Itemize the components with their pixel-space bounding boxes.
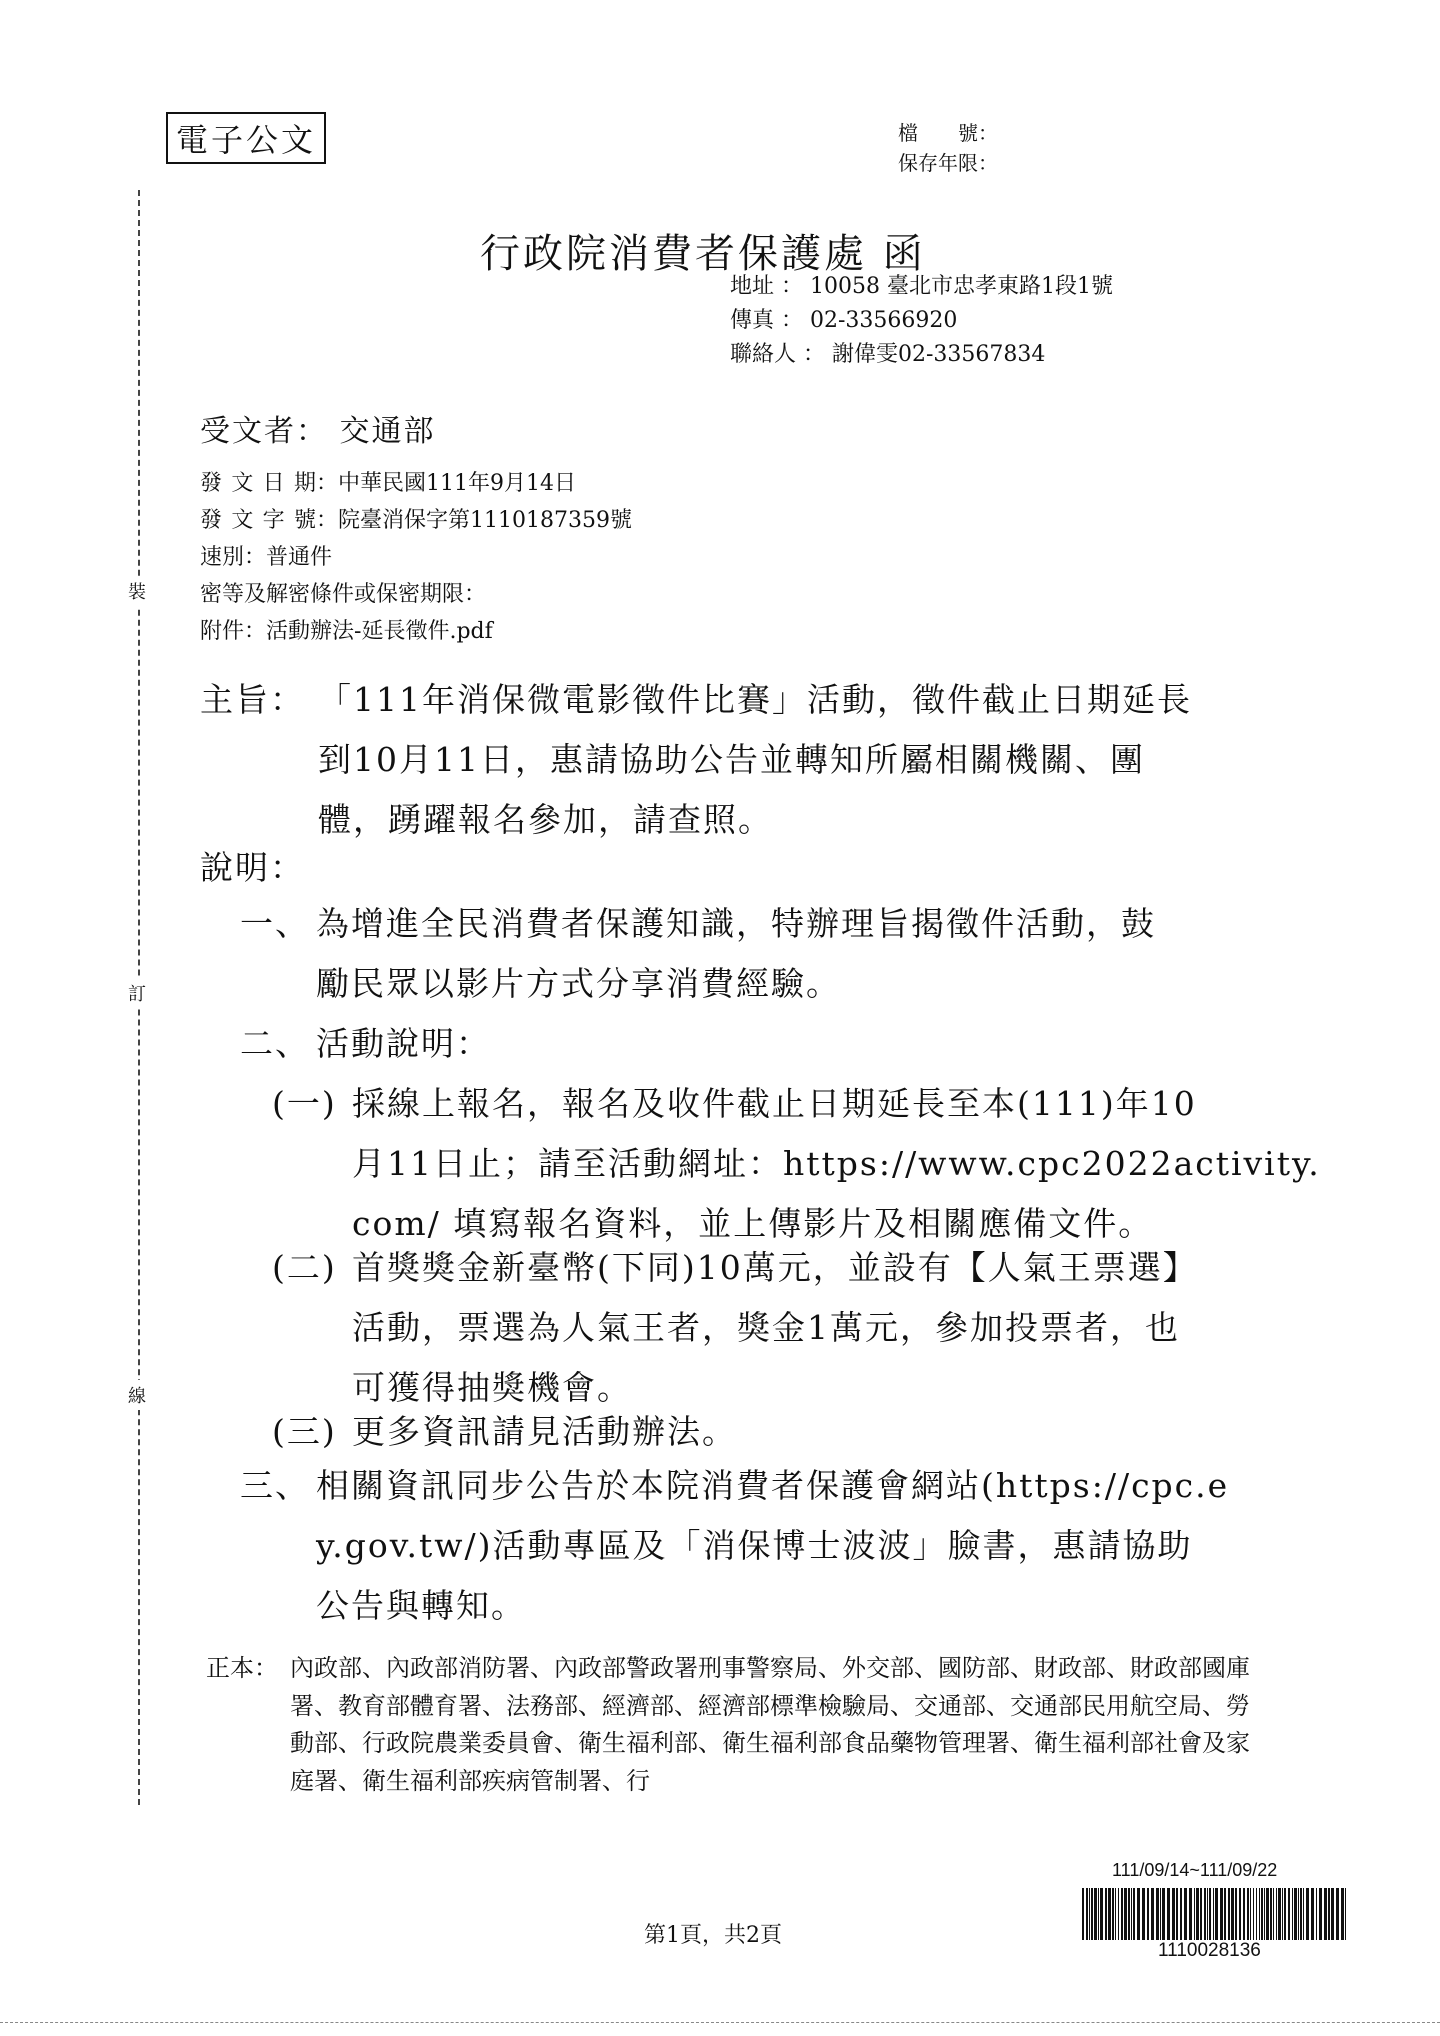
barcode-bar — [1151, 1888, 1154, 1940]
barcode-bar — [1324, 1888, 1327, 1940]
meta-label: 速別 — [200, 545, 245, 570]
barcode-bar — [1172, 1888, 1175, 1940]
date-range-label: 111/09/14~111/09/22 — [1112, 1860, 1278, 1880]
barcode-bar — [1336, 1888, 1339, 1940]
activity-sub-item-1 — [272, 1074, 1321, 1254]
subject-line: 到10月11日，惠請協助公告並轉知所屬相關機關、團 — [318, 740, 1145, 779]
barcode-bar — [1276, 1888, 1277, 1940]
sub-item-line: 活動，票選為人氣王者，獎金1萬元，參加投票者，也 — [352, 1308, 1180, 1347]
barcode-bar — [1142, 1888, 1145, 1940]
barcode-bar — [1162, 1888, 1165, 1940]
sub-item-line: 首獎獎金新臺幣(下同)10萬元，並設有【人氣王票選】 — [352, 1248, 1198, 1287]
barcode-bar — [1112, 1888, 1114, 1940]
barcode-bar — [1115, 1888, 1116, 1940]
activity-sub-item-3 — [272, 1402, 1262, 1462]
barcode-bar — [1270, 1888, 1272, 1940]
file-number-label: 檔 號： — [898, 121, 998, 145]
barcode-bar — [1253, 1888, 1254, 1940]
recipients-label: 正本： — [206, 1654, 278, 1682]
barcode-bar — [1118, 1888, 1119, 1940]
barcode-bar — [1256, 1888, 1257, 1940]
barcode-bar — [1160, 1888, 1161, 1940]
barcode-bar — [1220, 1888, 1223, 1940]
sub-item-line: 採線上報名，報名及收件截止日期延長至本(111)年10 — [352, 1084, 1197, 1123]
recipients-list — [206, 1650, 1252, 1800]
barcode-bar — [1213, 1888, 1214, 1940]
barcode-bar — [1328, 1888, 1330, 1940]
barcode-bar — [1303, 1888, 1304, 1940]
sender-contact-block — [730, 270, 1113, 372]
subject-line: 「111年消保微電影徵件比賽」活動，徵件截止日期延長 — [318, 680, 1192, 719]
meta-value: ：院臺消保字第1110187359號 — [316, 508, 632, 533]
meta-label: 發文字號 — [200, 508, 316, 533]
sub-item-number: (一) — [272, 1084, 337, 1123]
item-line: 公告與轉知。 — [316, 1586, 526, 1625]
item-line: 勵民眾以影片方式分享消費經驗。 — [316, 964, 841, 1003]
barcode-bar — [1137, 1888, 1140, 1940]
explanation-label: 說明： — [200, 848, 305, 887]
barcode-bar — [1345, 1888, 1346, 1940]
meta-row-speed — [200, 539, 632, 576]
retention-period-label: 保存年限： — [898, 151, 998, 175]
barcode-bar — [1133, 1888, 1135, 1940]
page-bottom-divider — [0, 2022, 1440, 2023]
barcode-bar — [1100, 1888, 1103, 1940]
barcode-bar — [1196, 1888, 1199, 1940]
barcode-bar — [1176, 1888, 1178, 1940]
subject-label: 主旨： — [200, 680, 305, 719]
meta-value: ： — [464, 582, 487, 607]
issue-meta-block — [200, 465, 632, 650]
item-number: 一、 — [240, 904, 310, 943]
barcode-bar — [1105, 1888, 1107, 1940]
meta-label: 附件 — [200, 619, 245, 644]
file-info — [898, 118, 998, 178]
barcode-bar — [1311, 1888, 1314, 1940]
meta-label: 發文日期 — [200, 471, 316, 496]
recipients-text: 內政部、內政部消防署、內政部警政署刑事警察局、外交部、國防部、財政部、財政部國庫署、教育部體育署、法務部、經濟部、經濟部標準檢驗局、交通部、交通部民用航空局、勞動部、行政院農業委員會、衛生福利部、衛生福利部食品藥物管理署、衛生福利部社會及家庭署、衛生福利部疾病管制署、行 — [290, 1654, 1250, 1795]
sub-item-line: 月11日止；請至活動網址：https://www.cpc2022activity. — [352, 1144, 1321, 1183]
barcode-bar — [1292, 1888, 1293, 1940]
page-number: 第1頁，共2頁 — [644, 1923, 782, 1948]
barcode-bar — [1194, 1888, 1195, 1940]
barcode-bar — [1200, 1888, 1202, 1940]
barcode-bar — [1086, 1888, 1088, 1940]
activity-sub-item-2 — [272, 1238, 1262, 1418]
barcode-bar — [1228, 1888, 1230, 1940]
barcode-bar — [1184, 1888, 1187, 1940]
barcode-bar — [1331, 1888, 1334, 1940]
barcode-bar — [1204, 1888, 1206, 1940]
barcode-icon — [1082, 1888, 1348, 1940]
barcode-bar — [1239, 1888, 1241, 1940]
barcode-bar — [1273, 1888, 1274, 1940]
meta-value: ：普通件 — [244, 545, 333, 570]
meta-row-issue-date — [200, 465, 632, 502]
barcode-bar — [1316, 1888, 1317, 1940]
explanation-item-2 — [240, 1014, 1260, 1074]
barcode-bar — [1282, 1888, 1283, 1940]
barcode-bar — [1215, 1888, 1218, 1940]
barcode-bar — [1294, 1888, 1297, 1940]
binding-mark-xian: 線 — [128, 1380, 146, 1410]
barcode-bar — [1098, 1888, 1099, 1940]
receiver: 受文者： 交通部 — [200, 414, 436, 449]
item-title: 活動說明： — [316, 1024, 491, 1063]
barcode-bar — [1108, 1888, 1111, 1940]
barcode-bar — [1298, 1888, 1299, 1940]
barcode-bar — [1189, 1888, 1192, 1940]
electronic-document-stamp: 電子公文 — [166, 112, 326, 164]
barcode-bar — [1284, 1888, 1286, 1940]
barcode-bar — [1288, 1888, 1290, 1940]
meta-value: ：中華民國111年9月14日 — [316, 471, 576, 496]
barcode-bar — [1167, 1888, 1170, 1940]
sub-item-line: 可獲得抽獎機會。 — [352, 1368, 632, 1407]
explanation-item-3 — [240, 1456, 1260, 1636]
barcode-bar — [1266, 1888, 1269, 1940]
barcode-bar — [1180, 1888, 1182, 1940]
item-line: y.gov.tw/)活動專區及「消保博士波波」臉書，惠請協助 — [316, 1526, 1193, 1565]
barcode-bar — [1235, 1888, 1237, 1940]
barcode-bar — [1231, 1888, 1234, 1940]
subject-section — [200, 670, 1260, 850]
document-title: 行政院消費者保護處 函 — [480, 231, 926, 277]
sub-item-line: com/ 填寫報名資料，並上傳影片及相關應備文件。 — [352, 1204, 1154, 1243]
barcode-bar — [1147, 1888, 1149, 1940]
barcode-bar — [1250, 1888, 1251, 1940]
sub-item-line: 更多資訊請見活動辦法。 — [352, 1412, 737, 1451]
barcode-bar — [1121, 1888, 1123, 1940]
subject-line: 體，踴躍報名參加，請查照。 — [318, 800, 773, 839]
barcode-bar — [1278, 1888, 1281, 1940]
meta-label: 密等及解密條件或保密期限 — [200, 582, 465, 607]
barcode-bar — [1306, 1888, 1309, 1940]
sender-address: 地址 ： 10058 臺北市忠孝東路1段1號 — [730, 274, 1113, 299]
barcode-bar — [1300, 1888, 1302, 1940]
item-number: 三、 — [240, 1466, 310, 1505]
explanation-item-1 — [240, 894, 1260, 1014]
barcode-bar — [1224, 1888, 1226, 1940]
sender-contact-person: 聯絡人 ： 謝偉雯02-33567834 — [730, 342, 1046, 367]
sub-item-number: (二) — [272, 1248, 337, 1287]
barcode-bar — [1089, 1888, 1090, 1940]
binding-mark-ding: 訂 — [128, 978, 146, 1008]
meta-row-confidentiality — [200, 576, 632, 613]
barcode-bar — [1341, 1888, 1344, 1940]
item-line: 為增進全民消費者保護知識，特辦理旨揭徵件活動，鼓 — [316, 904, 1156, 943]
sub-item-number: (三) — [272, 1412, 337, 1451]
barcode-bar — [1091, 1888, 1093, 1940]
barcode-bar — [1259, 1888, 1260, 1940]
meta-row-attachment — [200, 613, 632, 650]
item-number: 二、 — [240, 1024, 310, 1063]
barcode-bar — [1264, 1888, 1265, 1940]
barcode-bar — [1243, 1888, 1245, 1940]
barcode-bar — [1094, 1888, 1097, 1940]
barcode-bar — [1156, 1888, 1159, 1940]
binding-mark-zhuang: 裝 — [128, 576, 146, 606]
barcode-bar — [1082, 1888, 1084, 1940]
barcode-bar — [1247, 1888, 1249, 1940]
meta-row-doc-number — [200, 502, 632, 539]
barcode-bar — [1131, 1888, 1132, 1940]
sender-fax: 傳真 ： 02-33566920 — [730, 308, 958, 333]
barcode-bar — [1124, 1888, 1127, 1940]
barcode-bar — [1319, 1888, 1322, 1940]
item-line: 相關資訊同步公告於本院消費者保護會網站(https://cpc.e — [316, 1466, 1230, 1505]
barcode-bar — [1261, 1888, 1263, 1940]
barcode-bar — [1209, 1888, 1211, 1940]
barcode-number: 1110028136 — [1158, 1940, 1261, 1961]
meta-value: ：活動辦法-延長徵件.pdf — [244, 619, 493, 644]
barcode-bar — [1128, 1888, 1130, 1940]
barcode-bar — [1207, 1888, 1208, 1940]
